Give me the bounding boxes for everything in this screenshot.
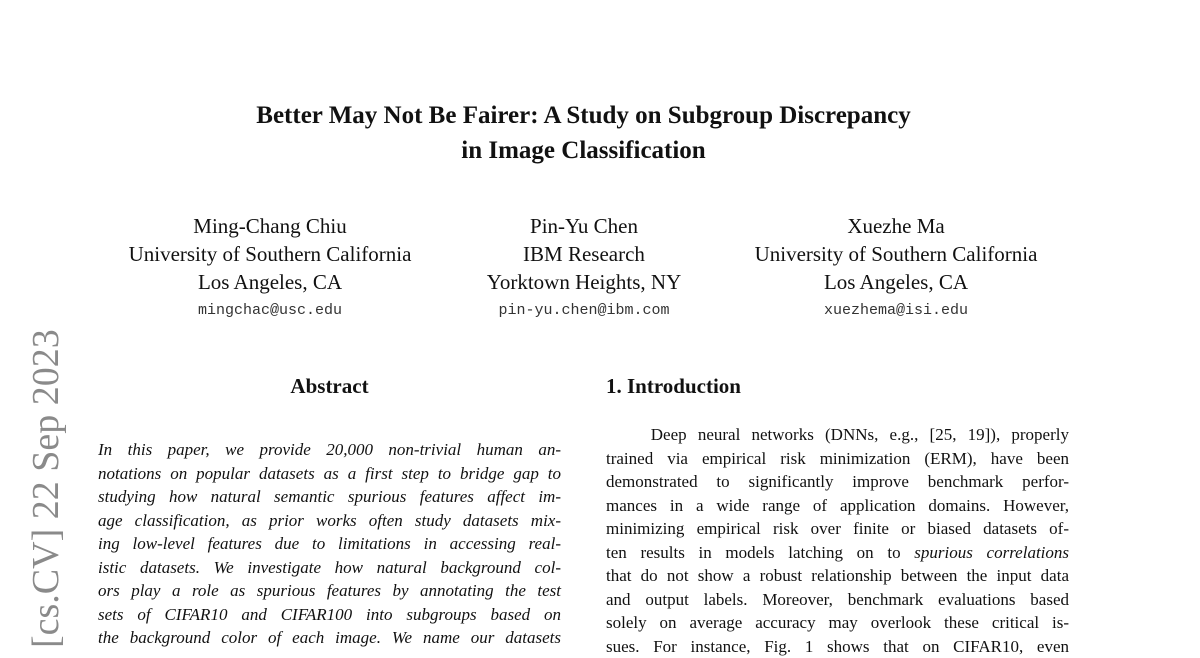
author-affiliation: IBM Research: [445, 240, 723, 268]
abstract-heading: Abstract: [98, 374, 561, 399]
abstract-line: In this paper, we provide 20,000 non-trivial human an-: [98, 438, 561, 462]
intro-line: and output labels. Moreover, benchmark evaluations based: [606, 588, 1069, 612]
abstract-body: [98, 438, 561, 650]
author-location: Los Angeles, CA: [726, 268, 1066, 296]
title-line-2: in Image Classification: [0, 133, 1167, 168]
author-block: [0, 212, 1200, 332]
title-line-1: Better May Not Be Fairer: A Study on Subgroup Discrepancy: [0, 98, 1167, 133]
author-location: Los Angeles, CA: [100, 268, 440, 296]
author-affiliation: University of Southern California: [100, 240, 440, 268]
author-affiliation: University of Southern California: [726, 240, 1066, 268]
author-name: Pin-Yu Chen: [445, 212, 723, 240]
abstract-line: sets of CIFAR10 and CIFAR100 into subgroups based on: [98, 603, 561, 627]
abstract-line: ors play a role as spurious features by annotating the test: [98, 579, 561, 603]
intro-line: solely on average accuracy may overlook these critical is-: [606, 611, 1069, 635]
author-location: Yorktown Heights, NY: [445, 268, 723, 296]
abstract-line: age classification, as prior works often study datasets mix-: [98, 509, 561, 533]
intro-line: ten results in models latching on to spurious correlations: [606, 541, 1069, 565]
emphasis-text: spurious correlations: [914, 543, 1069, 562]
author-name: Xuezhe Ma: [726, 212, 1066, 240]
intro-line: minimizing empirical risk over finite or biased datasets of-: [606, 517, 1069, 541]
author-2: [445, 212, 723, 326]
author-email[interactable]: xuezhema@isi.edu: [726, 296, 1066, 326]
intro-line: Deep neural networks (DNNs, e.g., [25, 19]), properly: [606, 423, 1069, 447]
abstract-line: studying how natural semantic spurious features affect im-: [98, 485, 561, 509]
abstract-line: ing low-level features due to limitations in accessing real-: [98, 532, 561, 556]
intro-line: mances in a wide range of application domains. However,: [606, 494, 1069, 518]
author-email[interactable]: mingchac@usc.edu: [100, 296, 440, 326]
intro-line: sues. For instance, Fig. 1 shows that on CIFAR10, even: [606, 635, 1069, 658]
author-email[interactable]: pin-yu.chen@ibm.com: [445, 296, 723, 326]
abstract-line: the background color of each image. We name our datasets: [98, 626, 561, 650]
abstract-line: notations on popular datasets as a first step to bridge gap to: [98, 462, 561, 486]
intro-line: demonstrated to significantly improve benchmark perfor-: [606, 470, 1069, 494]
author-1: [100, 212, 440, 326]
introduction-body: [606, 423, 1069, 658]
paper-title: [0, 98, 1167, 168]
author-3: [726, 212, 1066, 326]
intro-line: that do not show a robust relationship between the input data: [606, 564, 1069, 588]
arxiv-stamp: [cs.CV] 22 Sep 2023: [22, 329, 70, 648]
intro-line: trained via empirical risk minimization (ERM), have been: [606, 447, 1069, 471]
introduction-heading: 1. Introduction: [606, 374, 741, 399]
author-name: Ming-Chang Chiu: [100, 212, 440, 240]
abstract-line: istic datasets. We investigate how natural background col-: [98, 556, 561, 580]
